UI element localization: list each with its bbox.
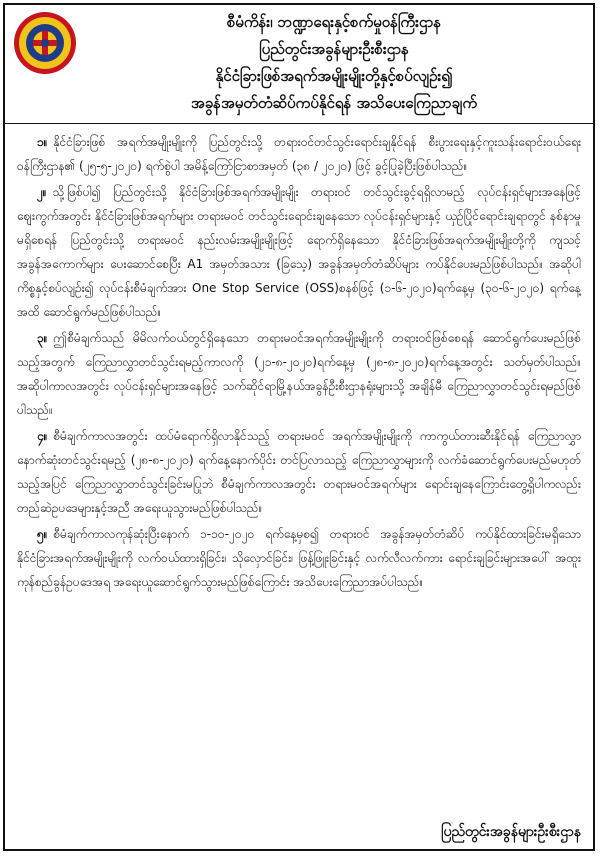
- department-name: ပြည်တွင်းအခွန်များဦးစီးဌာန: [259, 40, 409, 58]
- paragraph-text: စီမံချက်ကာလအတွင်း ထပ်မံရောက်ရှိလာနိုင်သည့် တရားမဝင် အရက်အမျိုးမျိုးကို ကာကွယ်တားဆီးနိုင်ရန် ကြေညာလွှာနောက်ဆုံးတင်သွင်းရမည့် (၂၈-၈-၂၀၂၀) ရက်နေ့နောက်ပိုင်း တင်ပြလာသည့် ကြေညာလွှာများကို လက်ခံဆောင်ရွက်ပေးမည်မဟုတ်သည့်အပြင် ကြေညာလွှာတင်သွင်းခြင်းမပြုဘဲ စီမံချက်ကာလအတွင်း တရားမဝင်အရက်များ ရောင်းချနေကြောင်းတွေ့ရှိပါကလည်း တည်ဆဲဥပဒေများနှင့်အညီ အရေးယူသွားမည်ဖြစ်ပါသည်။: [17, 429, 581, 515]
- paragraph-5: [17, 522, 581, 594]
- paragraph-number: ၁။: [37, 135, 48, 149]
- paragraph-4: [17, 424, 581, 520]
- paragraph-number: ၃။: [37, 331, 48, 345]
- notice-title-block: [83, 9, 585, 117]
- paragraph-1: [17, 130, 581, 178]
- paragraph-text: သို့ဖြစ်ပါ၍ ပြည်တွင်းသို့ နိုင်ငံခြားဖြစ်အရက်အမျိုးမျိုး တရားဝင် တင်သွင်းခွင့်ရရှိလာမည့် လုပ်ငန်းရှင်များအနေဖြင့် ဈေးကွက်အတွင်း နိုင်ငံခြားဖြစ်အရက်များ တရားမဝင် တင်သွင်းရောင်းချနေသော လုပ်ငန်းရှင်များနှင့် ယှဉ်ပြိုင်ရောင်းချရာတွင် နစ်နာမှုမရှိစေရန် ပြည်တွင်းသို့ တရားမဝင် နည်းလမ်းအမျိုးမျိုးဖြင့် ရောက်ရှိနေသော နိုင်ငံခြားဖြစ်အရက်အမျိုးမျိုးတို့ကို ကျသင့်အခွန်အကောက်များ ပေးဆောင်စေပြီး A1 အမှတ်အသား (ခြသေ့) အခွန်အမှတ်တံဆိပ်များ ကပ်နိုင်ပေးမည်ဖြစ်ပါသည်။ အဆိုပါကိစ္စနှင့်စပ်လျဉ်း၍ လုပ်ငန်းစီမံချက်အား One Stop Service (OSS)စနစ်ဖြင့် (၁-၆-၂၀၂၀)ရက်နေ့မှ (၃၀-၆-၂၀၂၀) ရက်နေ့အထိ ဆောင်ရွက်မည်ဖြစ်ပါသည်။: [17, 185, 581, 319]
- issuer-signature: ပြည်တွင်းအခွန်များဦးစီးဌာန: [441, 824, 581, 840]
- paragraph-text: ဤစီမံချက်သည် မိမိလက်ဝယ်တွင်ရှိနေသော တရားမဝင်အရက်အမျိုးမျိုးကို တရားဝင်ဖြစ်စေရန် ဆောင်ရွက်ပေးမည်ဖြစ်သည့်အတွက် ကြေညာလွှာတင်သွင်းရမည့်ကာလကို (၂၁-၈-၂၀၂၀)ရက်နေ့မှ (၂၈-၈-၂၀၂၀)ရက်နေ့အတွင်း သတ်မှတ်ပါသည်။ အဆိုပါကာလအတွင်း လုပ်ငန်းရှင်များအနေဖြင့် သက်ဆိုင်ရာမြို့နယ်အခွန်ဦးစီးဌာနရုံးများသို့ အချိန်မီ ကြေညာလွှာတင်သွင်းရမည်ဖြစ်ပါသည်။: [17, 331, 581, 417]
- notice-title: အခွန်အမှတ်တံဆိပ်ကပ်နိုင်ရန် အသိပေးကြေညာချက်: [190, 94, 478, 112]
- notice-subject: နိုင်ငံခြားဖြစ်အရက်အမျိုးမျိုးတို့နှင့်စပ်လျဉ်း၍: [215, 67, 453, 85]
- notice-frame: [3, 3, 595, 851]
- ministry-seal-icon: [13, 11, 77, 75]
- ministry-name: စီမံကိန်း၊ ဘဏ္ဍာရေးနှင့်စက်မှုဝန်ကြီးဌာန: [226, 13, 442, 31]
- paragraph-number: ၅။: [37, 527, 48, 541]
- paragraph-text: နိုင်ငံခြားဖြစ် အရက်အမျိုးမျိုးကို ပြည်တွင်းသို့ တရားဝင်တင်သွင်းရောင်းချနိုင်ရန် စီးပွားရေးနှင့်ကူးသန်းရောင်းဝယ်ရေးဝန်ကြီးဌာန၏ (၂၅-၅-၂၀၂၀) ရက်စွဲပါ အမိန့်ကြော်ငြာစာအမှတ် (၃၈ / ၂၀၂၀) ဖြင့် ခွင့်ပြုခဲ့ပြီးဖြစ်ပါသည်။: [17, 135, 581, 173]
- notice-header: [5, 5, 593, 124]
- paragraph-number: ၂။: [37, 185, 47, 199]
- paragraph-number: ၄။: [37, 429, 48, 443]
- paragraph-2: [17, 180, 581, 324]
- paragraph-3: [17, 326, 581, 422]
- paragraph-text: စီမံချက်ကာလကုန်ဆုံးပြီးနောက် ၁-၁၀-၂၀၂၀ ရက်နေ့မှစ၍ တရားဝင် အခွန်အမှတ်တံဆိပ် ကပ်နိုင်ထားခြင်းမရှိသော နိုင်ငံခြားအရက်အမျိုးမျိုးကို လက်ဝယ်ထားရှိခြင်း၊ သိုလှောင်ခြင်း၊ ဖြန့်ဖြူးခြင်းနှင့် လက်လီလက်ကား ရောင်းချခြင်းများအပေါ် အထူးကုန်စည်ခွန်ဥပဒေအရ အရေးယူဆောင်ရွက်သွားမည်ဖြစ်ကြောင်း အသိပေးကြေညာအပ်ပါသည်။: [17, 527, 581, 589]
- notice-body: [5, 124, 593, 594]
